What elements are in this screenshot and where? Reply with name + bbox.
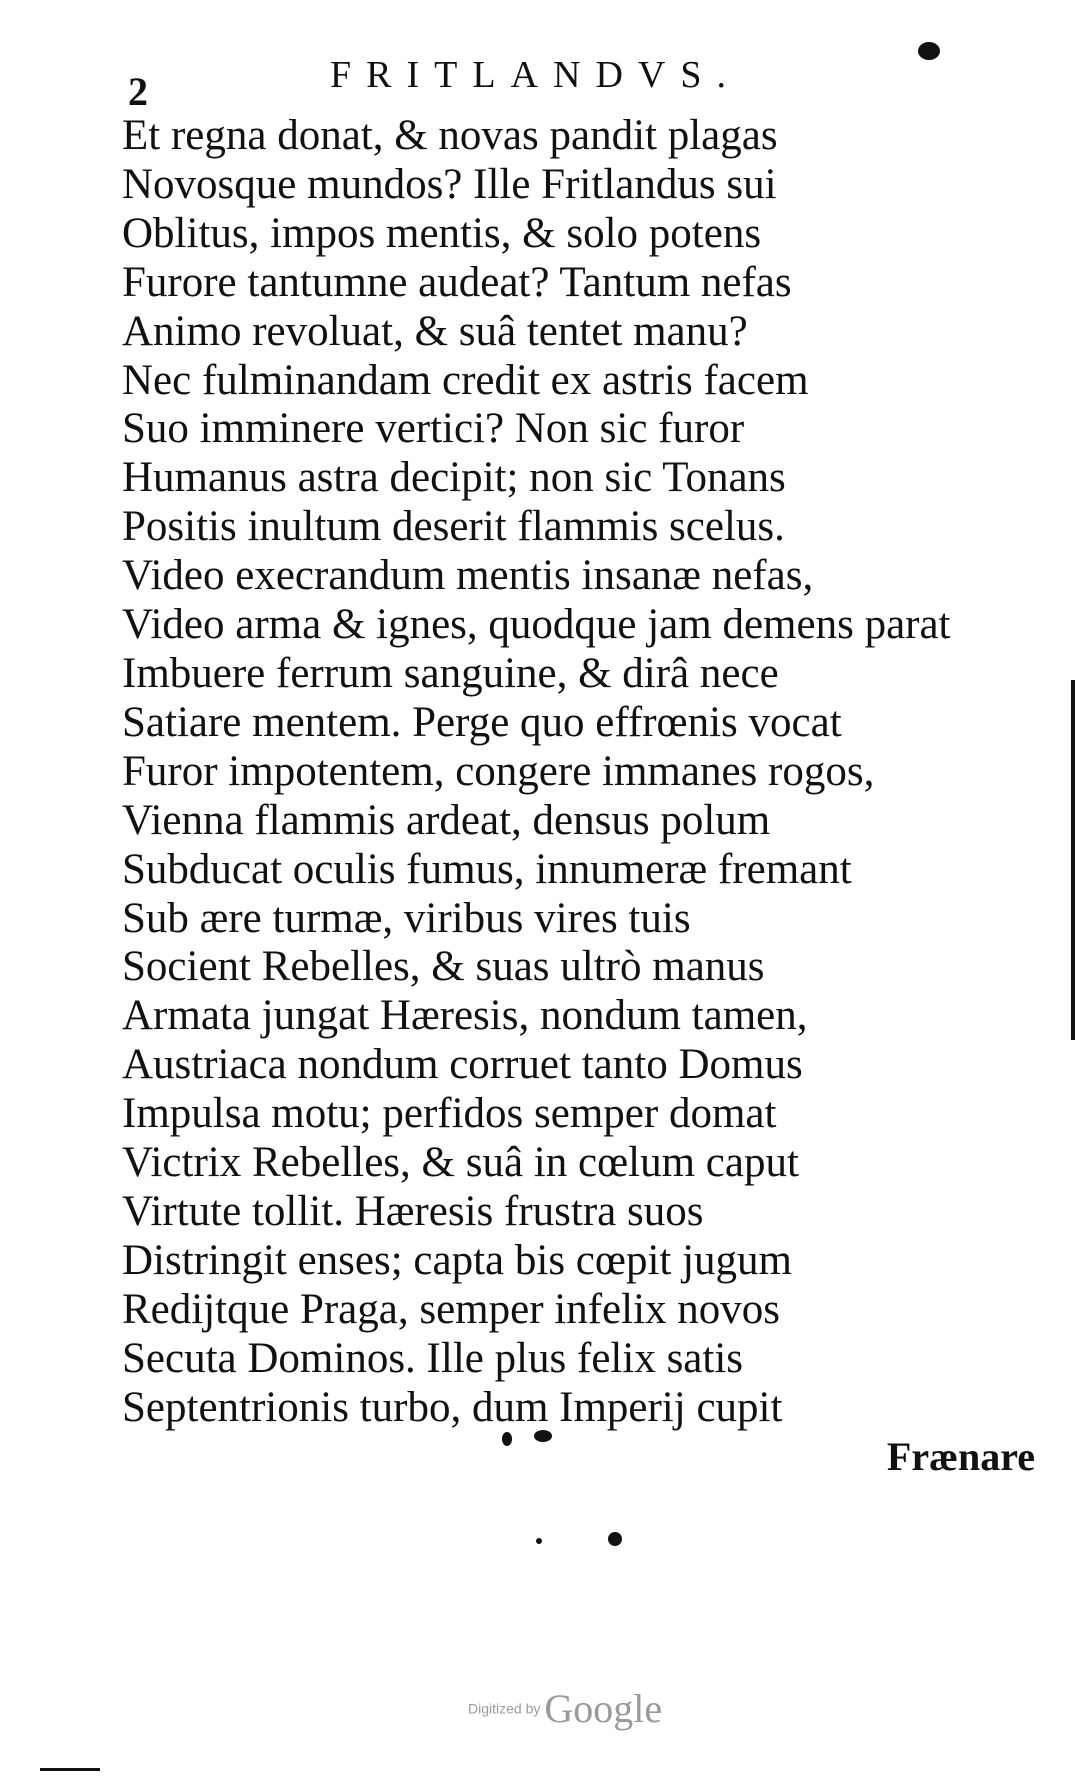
footer-rule xyxy=(40,1768,100,1771)
verse-block xyxy=(122,112,951,1432)
catchword: Frænare xyxy=(886,1434,1035,1479)
watermark-brand: Google xyxy=(544,1686,663,1731)
verse-line: Virtute tollit. Hæresis frustra suos xyxy=(122,1187,704,1235)
verse-line: Impulsa motu; perfidos semper domat xyxy=(122,1090,777,1138)
ink-blot xyxy=(502,1432,512,1446)
verse-line: Imbuere ferrum sanguine, & dirâ nece xyxy=(122,649,779,697)
verse-line: Furore tantumne audeat? Tantum nefas xyxy=(122,258,792,306)
verse-line: Septentrionis turbo, dum Imperij cupit xyxy=(122,1383,783,1431)
verse-line: Animo revoluat, & suâ tentet manu? xyxy=(122,307,748,355)
ink-blot xyxy=(536,1538,542,1544)
watermark-prefix: Digitized by xyxy=(468,1700,541,1717)
verse-line: Furor impotentem, congere immanes rogos, xyxy=(122,747,875,795)
verse-line: Sub ære turmæ, viribus vires tuis xyxy=(122,894,691,942)
verse-line: Video execrandum mentis insanæ nefas, xyxy=(122,552,814,600)
verse-line: Humanus astra decipit; non sic Tonans xyxy=(122,454,786,502)
page-edge-shadow xyxy=(1071,680,1075,1040)
verse-line: Nec fulminandam credit ex astris facem xyxy=(122,356,809,404)
digitized-watermark xyxy=(468,1685,662,1732)
verse-line: Subducat oculis fumus, innumeræ fremant xyxy=(122,845,852,893)
running-head: FRITLANDVS. xyxy=(330,54,741,96)
verse-line: Suo imminere vertici? Non sic furor xyxy=(122,405,745,453)
verse-line: Secuta Dominos. Ille plus felix satis xyxy=(122,1334,744,1382)
verse-line: Novosque mundos? Ille Fritlandus sui xyxy=(122,160,777,208)
verse-line: Austriaca nondum corruet tanto Domus xyxy=(122,1041,803,1089)
verse-line: Oblitus, impos mentis, & solo potens xyxy=(122,209,762,257)
verse-line: Distringit enses; capta bis cœpit jugum xyxy=(122,1236,792,1284)
verse-line: Et regna donat, & novas pandit plagas xyxy=(122,112,778,159)
verse-line: Satiare mentem. Perge quo effrœnis vocat xyxy=(122,698,842,746)
ink-blot xyxy=(608,1532,622,1546)
verse-line: Video arma & ignes, quodque jam demens parat xyxy=(122,601,951,649)
verse-line: Armata jungat Hæresis, nondum tamen, xyxy=(122,992,808,1040)
verse-line: Socient Rebelles, & suas ultrò manus xyxy=(122,943,765,991)
verse-line: Victrix Rebelles, & suâ in cœlum caput xyxy=(122,1139,799,1187)
verse-line: Vienna flammis ardeat, densus polum xyxy=(122,796,771,844)
ink-blot xyxy=(918,42,940,60)
verse-line: Redijtque Praga, semper infelix novos xyxy=(122,1285,780,1333)
page-number: 2 xyxy=(128,69,148,114)
verse-line: Positis inultum deserit flammis scelus. xyxy=(122,503,785,551)
